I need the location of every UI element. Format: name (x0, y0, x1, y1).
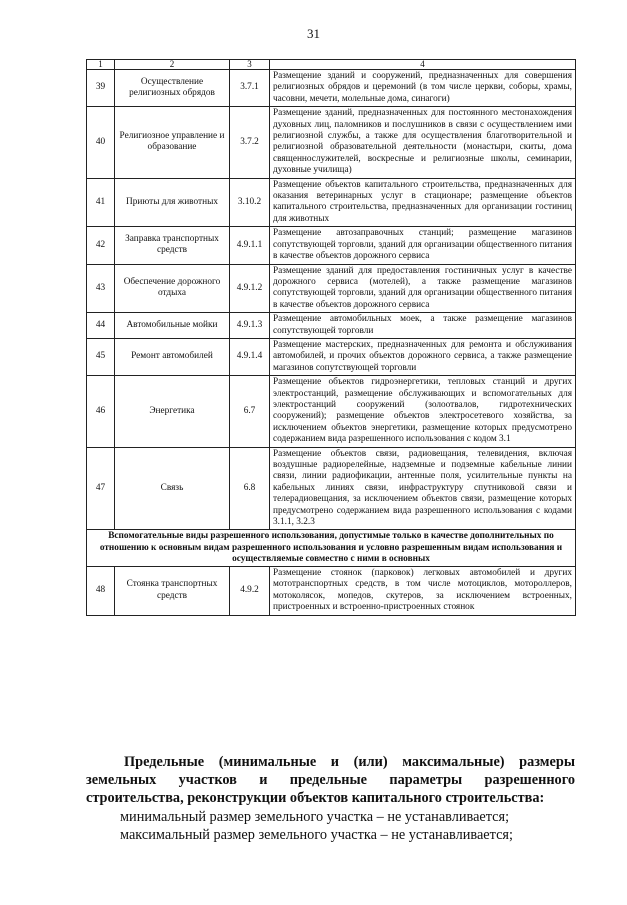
use-code: 4.9.1.4 (230, 338, 270, 375)
table-row (87, 227, 576, 264)
row-number: 46 (87, 376, 115, 447)
max-size-line: максимальный размер земельного участка – не устанавливается; (120, 826, 513, 843)
use-code: 4.9.1.3 (230, 313, 270, 339)
use-code: 4.9.1.1 (230, 227, 270, 264)
use-description: Размещение зданий для предоставления гостиничных услуг в качестве дорожного сервиса (мотелей), а также размещение магазинов сопутствующей торговли, зданий для организации общественного питания в качестве объектов дорожного сервиса (270, 264, 576, 313)
row-number: 39 (87, 70, 115, 107)
use-name: Стоянка транспортных средств (115, 567, 230, 616)
use-description: Размещение мастерских, предназначенных для ремонта и обслуживания автомобилей, и прочих объектов дорожного сервиса, а также размещение магазинов сопутствующей торговли (270, 338, 576, 375)
page-number: 31 (307, 26, 320, 41)
land-use-table (86, 59, 576, 616)
table-row (87, 107, 576, 178)
use-code: 3.7.2 (230, 107, 270, 178)
use-name: Обеспечение дорожного отдыха (115, 264, 230, 313)
table-row (87, 376, 576, 447)
use-code: 4.9.2 (230, 567, 270, 616)
header-cell: 2 (115, 60, 230, 70)
use-description: Размещение автомобильных моек, а также размещение магазинов сопутствующей торговли (270, 313, 576, 339)
use-name: Осуществление религиозных обрядов (115, 70, 230, 107)
table-header-row (87, 60, 576, 70)
header-cell: 3 (230, 60, 270, 70)
use-code: 6.7 (230, 376, 270, 447)
use-description: Размещение автозаправочных станций; размещение магазинов сопутствующей торговли, зданий для организации общественного питания в качестве объектов дорожного сервиса (270, 227, 576, 264)
header-cell: 1 (87, 60, 115, 70)
row-number: 47 (87, 447, 115, 530)
use-description: Размещение зданий, предназначенных для постоянного местонахождения духовных лиц, паломников и послушников в связи с осуществлением ими религиозной службы, а также для осуществления благотворительной и религиозной образовательной деятельности (монастыри, скиты, дома священнослужителей, воскресные и религиозные школы, семинарии, духовные училища) (270, 107, 576, 178)
use-code: 6.8 (230, 447, 270, 530)
use-name: Энергетика (115, 376, 230, 447)
table-row (87, 264, 576, 313)
row-number: 44 (87, 313, 115, 339)
use-code: 4.9.1.2 (230, 264, 270, 313)
table-row (87, 70, 576, 107)
use-name: Религиозное управление и образование (115, 107, 230, 178)
use-code: 3.10.2 (230, 178, 270, 227)
use-code: 3.7.1 (230, 70, 270, 107)
limits-heading: Предельные (минимальные и (или) максимальные) размеры земельных участков и предельные параметры разрешенного строительства, реконструкции объектов капитального строительства: (86, 754, 575, 807)
use-name: Приюты для животных (115, 178, 230, 227)
auxiliary-uses-heading: Вспомогательные виды разрешенного использования, допустимые только в качестве дополнительных по отношению к основным видам разрешенного использования и условно разрешенным видам использования и осуществляемые совместно с ними в основных (87, 530, 576, 567)
header-cell: 4 (270, 60, 576, 70)
limits-section (86, 753, 575, 844)
row-number: 45 (87, 338, 115, 375)
use-description: Размещение стоянок (парковок) легковых автомобилей и других мототранспортных средств, в том числе мотоциклов, мотороллеров, мотоколясок, мопедов, скутеров, за исключением встроенных, пристроенных и встроенно-пристроенных стоянок (270, 567, 576, 616)
row-number: 43 (87, 264, 115, 313)
row-number: 40 (87, 107, 115, 178)
table-row (87, 338, 576, 375)
use-name: Связь (115, 447, 230, 530)
use-description: Размещение объектов гидроэнергетики, тепловых станций и других электростанций, размещение обслуживающих и вспомогательных для электростанций сооружений (золоотвалов, гидротехнических сооружений); размещение объектов электросетевого хозяйства, за исключением объектов энергетики, размещение которых предусмотрено содержанием вида разрешенного использования с кодом 3.1 (270, 376, 576, 447)
row-number: 41 (87, 178, 115, 227)
use-name: Автомобильные мойки (115, 313, 230, 339)
table-row (87, 178, 576, 227)
table-row (87, 313, 576, 339)
table-row (87, 447, 576, 530)
table-row (87, 567, 576, 616)
min-size-line: минимальный размер земельного участка – не устанавливается; (120, 808, 510, 825)
row-number: 48 (87, 567, 115, 616)
use-name: Ремонт автомобилей (115, 338, 230, 375)
table-subheader-row (87, 530, 576, 567)
use-name: Заправка транспортных средств (115, 227, 230, 264)
use-description: Размещение зданий и сооружений, предназначенных для совершения религиозных обрядов и церемоний (в том числе церкви, соборы, храмы, часовни, мечети, молельные дома, синагоги) (270, 70, 576, 107)
use-description: Размещение объектов связи, радиовещания, телевидения, включая воздушные радиорелейные, надземные и подземные кабельные линии связи, линии радиофикации, антенные поля, усилительные пункты на кабельных линиях связи, инфраструктуру спутниковой связи и телерадиовещания, за исключением объектов связи, размещение которых предусмотрено содержанием вида разрешенного использования с кодами 3.1.1, 3.2.3 (270, 447, 576, 530)
row-number: 42 (87, 227, 115, 264)
use-description: Размещение объектов капитального строительства, предназначенных для оказания ветеринарных услуг в стационаре; размещение объектов капитального строительства, предназначенных для организации гостиниц для животных (270, 178, 576, 227)
